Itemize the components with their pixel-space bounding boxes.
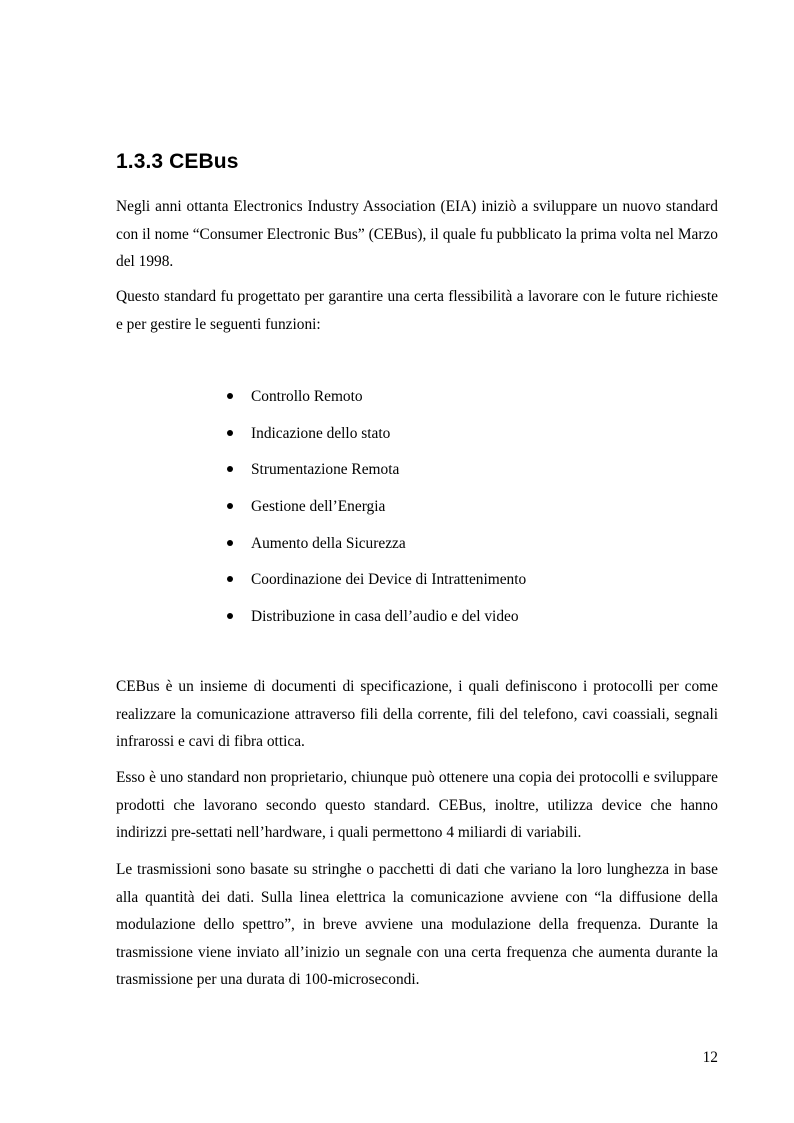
- standard-paragraph: Esso è uno standard non proprietario, chiunque può ottenere una copia dei protocolli e sviluppare prodotti che lavorano secondo questo standard. CEBus, inoltre, utilizza device che hanno indirizzi pre-settati nell’hardware, i quali permettono 4 miliardi di variabili.: [116, 769, 718, 841]
- bullet-icon: [227, 393, 233, 399]
- transmission-paragraph: Le trasmissioni sono basate su stringhe o pacchetti di dati che variano la loro lunghezza in base alla quantità dei dati. Sulla linea elettrica la comunicazione avviene con “la diffusione della modulazione dello spettro”, in breve avviene una modulazione della frequenza. Durante la trasmissione viene inviato all’inizio un segnale con una certa frequenza che aumenta durante la trasmissione per una durata di 100-microsecondi.: [116, 861, 718, 988]
- list-item-text: Aumento della Sicurezza: [251, 534, 406, 552]
- list-item-text: Strumentazione Remota: [251, 461, 400, 479]
- list-item-text: Controllo Remoto: [251, 388, 363, 405]
- bullet-icon: [227, 430, 233, 436]
- section-heading: 1.3.3 CEBus: [116, 150, 239, 173]
- specification-paragraph: CEBus è un insieme di documenti di specificazione, i quali definiscono i protocolli per come realizzare la comunicazione attraverso fili della corrente, fili del telefono, cavi coassiali, segnali infrarossi e cavi di fibra ottica.: [116, 678, 718, 750]
- list-item-text: Gestione dell’Energia: [251, 498, 386, 516]
- bullet-icon: [227, 576, 233, 582]
- list-item: [225, 420, 526, 457]
- list-item-text: Coordinazione dei Device di Intrattenimento: [251, 571, 527, 589]
- list-item-text: Distribuzione in casa dell’audio e del video: [251, 608, 519, 626]
- page-number: 12: [702, 1049, 718, 1066]
- bullet-icon: [227, 540, 233, 546]
- list-item: [225, 383, 526, 420]
- list-item: [225, 456, 526, 493]
- list-item: [225, 493, 526, 530]
- functions-intro-paragraph: Questo standard fu progettato per garantire una certa flessibilità a lavorare con le future richieste e per gestire le seguenti funzioni:: [116, 288, 718, 333]
- bullet-icon: [227, 613, 233, 619]
- intro-paragraph: Negli anni ottanta Electronics Industry Association (EIA) iniziò a sviluppare un nuovo standard con il nome “Consumer Electronic Bus” (CEBus), il quale fu pubblicato la prima volta nel Marzo del 1998.: [116, 198, 718, 270]
- functions-list: [225, 383, 526, 640]
- list-item-text: Indicazione dello stato: [251, 424, 391, 442]
- list-item: [225, 530, 526, 567]
- bullet-icon: [227, 503, 233, 509]
- list-item: [225, 603, 526, 640]
- list-item: [225, 566, 526, 603]
- bullet-icon: [227, 466, 233, 472]
